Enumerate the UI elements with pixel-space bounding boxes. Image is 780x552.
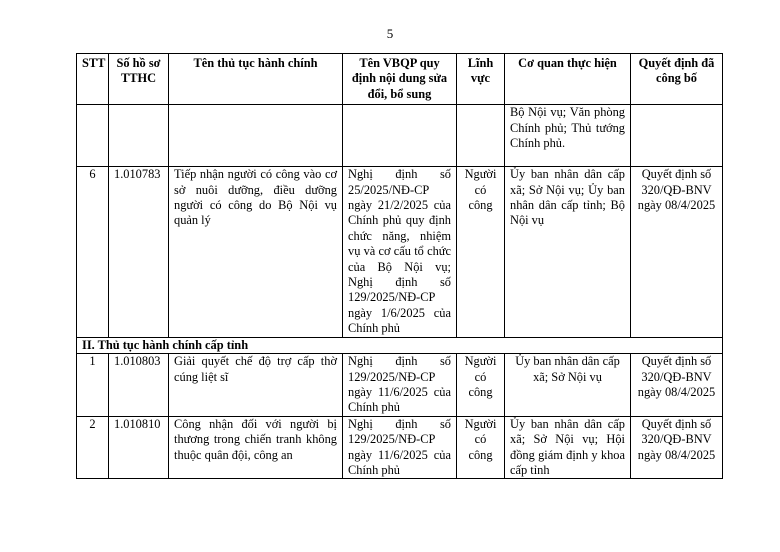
section-title: II. Thủ tục hành chính cấp tỉnh (77, 337, 723, 353)
cell-empty (343, 105, 457, 167)
header-so-ho-so: Số hồ sơ TTHC (109, 54, 169, 105)
cell-co-quan: Ủy ban nhân dân cấp xã; Sở Nội vụ; Hội đồng giám định y khoa cấp tỉnh (505, 416, 631, 479)
header-ten-vbqp: Tên VBQP quy định nội dung sửa đổi, bổ sung (343, 54, 457, 105)
cell-so-ho-so: 1.010810 (109, 416, 169, 479)
cell-stt: 2 (77, 416, 109, 479)
header-stt: STT (77, 54, 109, 105)
cell-co-quan: Ủy ban nhân dân cấp xã; Sở Nội vụ (505, 354, 631, 417)
table-row-continuation (77, 105, 723, 167)
header-ten-thu-tuc: Tên thủ tục hành chính (169, 54, 343, 105)
cell-ten-vbqp: Nghị định số 129/2025/NĐ-CP ngày 11/6/2025 của Chính phủ (343, 354, 457, 417)
cell-empty (77, 105, 109, 167)
cell-stt: 1 (77, 354, 109, 417)
cell-quyet-dinh: Quyết định số 320/QĐ-BNV ngày 08/4/2025 (631, 416, 723, 479)
cell-quyet-dinh: Quyết định số 320/QĐ-BNV ngày 08/4/2025 (631, 354, 723, 417)
header-quyet-dinh: Quyết định đã công bố (631, 54, 723, 105)
procedure-table (76, 53, 723, 479)
cell-empty (109, 105, 169, 167)
cell-empty (631, 105, 723, 167)
cell-empty (457, 105, 505, 167)
cell-co-quan: Bộ Nội vụ; Văn phòng Chính phủ; Thủ tướng Chính phủ. (505, 105, 631, 167)
table-row (77, 167, 723, 337)
page-number: 5 (386, 26, 394, 41)
cell-ten-thu-tuc: Giải quyết chế độ trợ cấp thờ cúng liệt sĩ (169, 354, 343, 417)
cell-co-quan: Ủy ban nhân dân cấp xã; Sở Nội vụ; Ủy ban nhân dân cấp tỉnh; Bộ Nội vụ (505, 167, 631, 337)
table-row (77, 354, 723, 417)
cell-ten-vbqp: Nghị định số 25/2025/NĐ-CP ngày 21/2/2025 của Chính phủ quy định chức năng, nhiệm vụ và cơ cấu tổ chức của Bộ Nội vụ; Nghị định số 129/2025/NĐ-CP ngày 1/6/2025 của Chính phủ (343, 167, 457, 337)
section-row (77, 337, 723, 353)
cell-ten-thu-tuc: Công nhận đối với người bị thương trong chiến tranh không thuộc quân đội, công an (169, 416, 343, 479)
header-co-quan: Cơ quan thực hiện (505, 54, 631, 105)
header-linh-vuc: Lĩnh vực (457, 54, 505, 105)
cell-stt: 6 (77, 167, 109, 337)
cell-ten-vbqp: Nghị định số 129/2025/NĐ-CP ngày 11/6/2025 của Chính phủ (343, 416, 457, 479)
cell-quyet-dinh: Quyết định số 320/QĐ-BNV ngày 08/4/2025 (631, 167, 723, 337)
table-header-row (77, 54, 723, 105)
cell-so-ho-so: 1.010783 (109, 167, 169, 337)
table-row (77, 416, 723, 479)
cell-ten-thu-tuc: Tiếp nhận người có công vào cơ sở nuôi dưỡng, điều dưỡng người có công do Bộ Nội vụ quản lý (169, 167, 343, 337)
cell-linh-vuc: Người có công (457, 167, 505, 337)
cell-linh-vuc: Người có công (457, 416, 505, 479)
cell-so-ho-so: 1.010803 (109, 354, 169, 417)
cell-empty (169, 105, 343, 167)
cell-linh-vuc: Người có công (457, 354, 505, 417)
